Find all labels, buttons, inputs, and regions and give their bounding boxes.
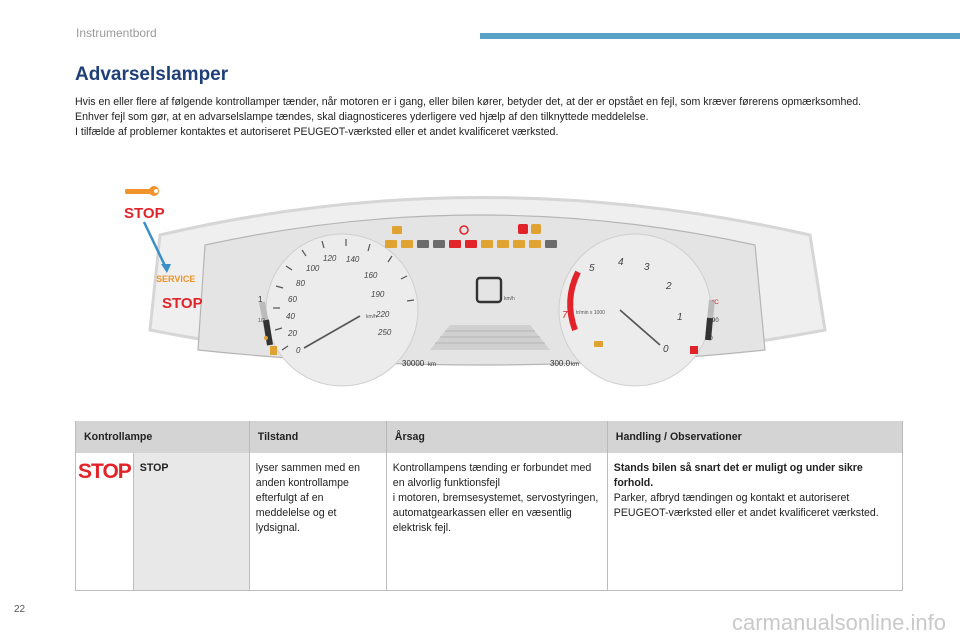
fuel-pump-icon xyxy=(270,346,277,355)
speed-tick-80: 80 xyxy=(296,279,305,288)
instrument-panel-diagram xyxy=(120,180,840,390)
callout-stop-2: STOP xyxy=(162,295,203,312)
speed-tick-0: 0 xyxy=(296,346,301,355)
speed-tick-120: 120 xyxy=(323,254,337,263)
speed-tick-160: 160 xyxy=(364,271,378,280)
odometer-value: 30000 xyxy=(402,359,425,368)
temp-90-label: 90 xyxy=(712,318,719,324)
stop-lamp-icon xyxy=(76,453,134,591)
lamp-name: STOP xyxy=(133,453,249,591)
lamp-action-bold: Stands bilen så snart det er muligt og under sikre forhold. xyxy=(613,462,863,489)
rpm-tick-4: 4 xyxy=(618,257,624,268)
lamp-cause-line-1: Kontrollampens tænding er forbundet med en alvorlig funktionsfejl xyxy=(392,462,592,489)
rpm-unit: tr/min x 1000 xyxy=(576,310,605,316)
intro-text xyxy=(75,95,905,140)
speedometer-face xyxy=(266,234,418,386)
stop-lamp-symbol: STOP xyxy=(78,460,131,483)
rpm-tick-7: 7 xyxy=(562,310,568,321)
callout-stop-1: STOP xyxy=(124,205,165,222)
wrench-icon xyxy=(125,186,159,196)
rpm-tick-5: 5 xyxy=(589,263,595,274)
rpm-tick-6: 6 xyxy=(569,283,575,294)
fuel-full-label: 1 xyxy=(258,295,263,304)
rpm-tick-3: 3 xyxy=(644,262,650,273)
temp-50-label: 50 xyxy=(706,336,713,342)
lamp-action xyxy=(607,453,902,591)
trip-unit: km xyxy=(571,362,579,368)
trip-value: 300.0 xyxy=(550,359,571,368)
speed-tick-140: 140 xyxy=(346,255,360,264)
rpm-lamp xyxy=(594,341,603,347)
temp-unit-label: °C xyxy=(712,300,719,306)
warning-lamp-table xyxy=(75,421,903,591)
intro-paragraph-2: Enhver fejl som gør, at en advarselslampe tændes, skal diagnosticeres yderligere ved hjælp af den tilknyttede meddelelse. xyxy=(75,111,649,123)
coolant-lamp xyxy=(690,346,698,354)
speed-unit: km/h xyxy=(366,314,377,320)
table-header-row xyxy=(76,421,903,453)
fuel-lamp xyxy=(264,336,268,340)
speed-tick-20: 20 xyxy=(288,329,297,338)
odometer-unit: km xyxy=(428,362,436,368)
col-header-kontrollampe: Kontrollampe xyxy=(76,421,250,453)
callout-service: SERVICE xyxy=(156,274,196,284)
speed-tick-40: 40 xyxy=(286,312,295,321)
lamp-cause xyxy=(386,453,607,591)
fuel-half-label: 1/2 xyxy=(258,318,265,324)
speed-tick-60: 60 xyxy=(288,295,297,304)
page-number: 22 xyxy=(14,604,26,615)
header-bar xyxy=(480,33,960,39)
lamp-state: lyser sammen med en anden kontrollampe efterfulgt af en meddelelse og et lydsignal. xyxy=(249,453,386,591)
section-header: Instrumentbord xyxy=(76,26,157,40)
lamp-cause-line-2: i motoren, bremsesystemet, servostyringen, automatgearkassen eller en væsentlig elektrisk fejl. xyxy=(392,492,599,534)
lamp-action-text: Parker, afbryd tændingen og kontakt et autoriseret PEUGEOT-værksted eller et andet kvalificeret værksted. xyxy=(613,492,879,519)
col-header-handling: Handling / Observationer xyxy=(607,421,902,453)
page-title: Advarselslamper xyxy=(75,64,229,85)
center-speed-unit: km/h xyxy=(504,296,515,302)
col-header-tilstand: Tilstand xyxy=(249,421,386,453)
intro-paragraph-1: Hvis en eller flere af følgende kontrollamper tænder, når motoren er i gang, eller bilen kører, betyder det, at der er opstået en fejl, som kræver førerens opmærksomhed. xyxy=(75,96,862,108)
rpm-tick-0: 0 xyxy=(663,344,669,355)
speed-tick-100: 100 xyxy=(306,264,320,273)
speed-tick-220: 220 xyxy=(376,310,390,319)
rpm-tick-2: 2 xyxy=(666,281,672,292)
table-row xyxy=(76,453,903,591)
watermark: carmanualsonline.info xyxy=(731,610,946,635)
speed-tick-190: 190 xyxy=(371,290,385,299)
speed-tick-250: 250 xyxy=(378,328,392,337)
rpm-tick-1: 1 xyxy=(677,312,683,323)
intro-paragraph-3: I tilfælde af problemer kontaktes et autoriseret PEUGEOT-værksted eller et andet kvalificeret værksted. xyxy=(75,126,559,138)
col-header-arsag: Årsag xyxy=(386,421,607,453)
